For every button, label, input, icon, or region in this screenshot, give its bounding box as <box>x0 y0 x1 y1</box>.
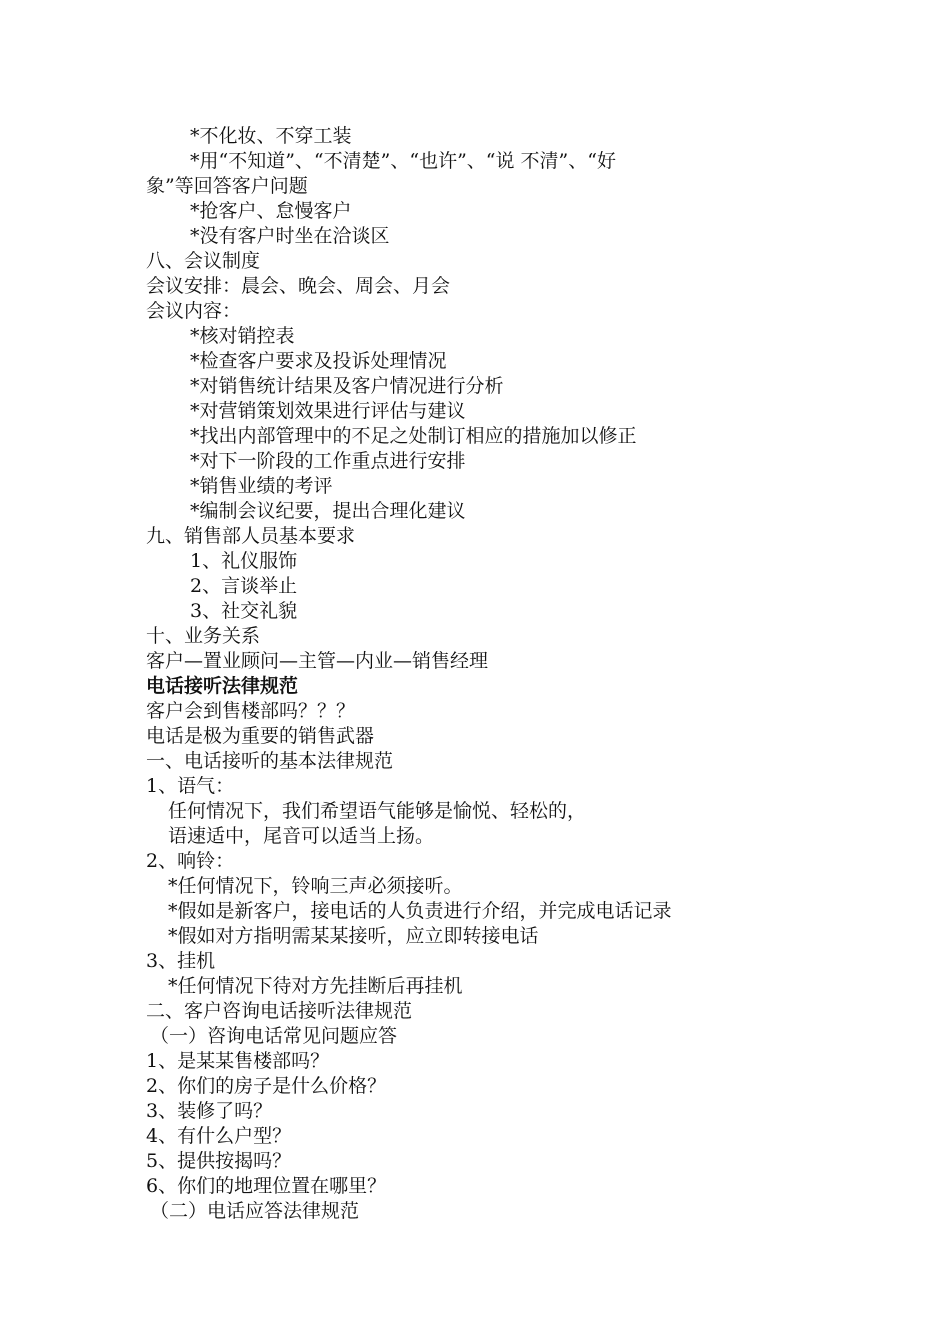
section-heading: 十、业务关系 <box>146 625 261 647</box>
text-line: 1、是某某售楼部吗？ <box>146 1050 330 1072</box>
text-line: 任何情况下，我们希望语气能够是愉悦、轻松的， <box>168 800 587 822</box>
text-line: *假如是新客户，接电话的人负责进行介绍，并完成电话记录 <box>168 900 672 922</box>
text-line: 电话是极为重要的销售武器 <box>146 725 375 747</box>
text-line: 2、你们的房子是什么价格？ <box>146 1075 387 1097</box>
text-line: *不化妆、不穿工装 <box>190 125 352 147</box>
text-line: *假如对方指明需某某接听，应立即转接电话 <box>168 925 539 947</box>
text-line: 会议内容： <box>146 300 242 322</box>
text-line: 语速适中，尾音可以适当上扬。 <box>168 825 435 847</box>
section-heading: 一、电话接听的基本法律规范 <box>146 750 394 772</box>
text-line: 2、言谈举止 <box>190 575 298 597</box>
text-line: （一）咨询电话常见问题应答 <box>150 1025 398 1047</box>
section-heading: 二、客户咨询电话接听法律规范 <box>146 1000 413 1022</box>
text-line: 1、礼仪服饰 <box>190 550 298 572</box>
text-line: *找出内部管理中的不足之处制订相应的措施加以修正 <box>190 425 637 447</box>
text-line: *任何情况下待对方先挂断后再挂机 <box>168 975 463 997</box>
text-line: *用“不知道”、“不清楚”、“也许”、“说 不清”、“好 <box>190 150 616 172</box>
text-line: 象”等回答客户问题 <box>146 175 308 197</box>
document-title: 电话接听法律规范 <box>146 675 299 697</box>
section-heading: 九、销售部人员基本要求 <box>146 525 356 547</box>
text-line: *对销售统计结果及客户情况进行分析 <box>190 375 504 397</box>
text-line: *销售业绩的考评 <box>190 475 333 497</box>
text-line: 6、你们的地理位置在哪里？ <box>146 1175 387 1197</box>
section-heading: 八、会议制度 <box>146 250 261 272</box>
text-line: *核对销控表 <box>190 325 295 347</box>
text-line: （二）电话应答法律规范 <box>150 1200 360 1222</box>
text-line: 1、语气： <box>146 775 235 797</box>
text-line: 客户—置业顾问—主管—内业—销售经理 <box>146 650 489 672</box>
text-line: *抢客户、怠慢客户 <box>190 200 352 222</box>
text-line: 2、响铃： <box>146 850 235 872</box>
text-line: 3、装修了吗？ <box>146 1100 273 1122</box>
text-line: 3、挂机 <box>146 950 216 972</box>
text-line: 会议安排：晨会、晚会、周会、月会 <box>146 275 451 297</box>
text-line: 5、提供按揭吗？ <box>146 1150 292 1172</box>
text-line: 3、社交礼貌 <box>190 600 298 622</box>
text-line: *没有客户时坐在洽谈区 <box>190 225 390 247</box>
text-line: *编制会议纪要，提出合理化建议 <box>190 500 466 522</box>
text-line: *对营销策划效果进行评估与建议 <box>190 400 466 422</box>
text-line: 4、有什么户型？ <box>146 1125 292 1147</box>
text-line: 客户会到售楼部吗？？？ <box>146 700 356 722</box>
text-line: *任何情况下，铃响三声必须接听。 <box>168 875 463 897</box>
text-line: *检查客户要求及投诉处理情况 <box>190 350 447 372</box>
text-line: *对下一阶段的工作重点进行安排 <box>190 450 466 472</box>
